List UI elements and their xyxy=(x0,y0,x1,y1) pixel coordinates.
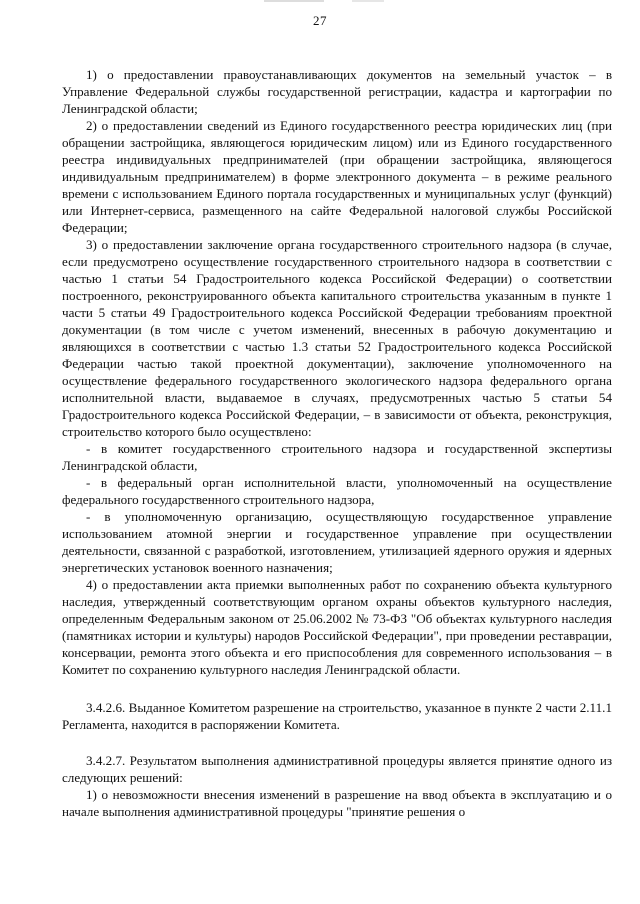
paragraph-item-2: 2) о предоставлении сведений из Единого государственного реестра юридических лиц (при обращении застройщика, являющегося юридическим лицом) или из Единого государственного реестра индивидуальных предпринимателей (при обращении застройщика, являющегося индивидуальным предпринимателем) в форме электронного документа – в режиме реального времени с использованием Единого портала государственных и муниципальных услуг (функций) или Интернет-сервиса, размещенного на сайте Федеральной налоговой службы Российской Федерации; xyxy=(62,118,612,235)
paragraph-3-4-2-6: 3.4.2.6. Выданное Комитетом разрешение на строительство, указанное в пункте 2 части 2.11.1 Регламента, находится в распоряжении Комитета. xyxy=(62,700,612,732)
paragraph-decision-1: 1) о невозможности внесения изменений в разрешение на ввод объекта в эксплуатацию и о начале выполнения административной процедуры "принятие решения о xyxy=(62,787,612,819)
paragraph-dash-2: - в федеральный орган исполнительной власти, уполномоченный на осуществление федерального государственного строительного надзора, xyxy=(62,475,612,507)
paragraph-3-4-2-7: 3.4.2.7. Результатом выполнения административной процедуры является принятие одного из следующих решений: xyxy=(62,753,612,785)
paragraph-item-4: 4) о предоставлении акта приемки выполненных работ по сохранению объекта культурного наследия, утвержденный соответствующим органом охраны объектов культурного наследия, определенным Федеральным законом от 25.06.2002 № 73-ФЗ "Об объектах культурного наследия (памятниках истории и культуры) народов Российской Федерации", при проведении реставрации, консервации, ремонта этого объекта и его приспособления для современного использования – в Комитет по сохранению культурного наследия Ленинградской области. xyxy=(62,577,612,677)
page-number: 27 xyxy=(313,13,327,28)
paragraph-item-1: 1) о предоставлении правоустанавливающих документов на земельный участок – в Управление Федеральной службы государственной регистрации, кадастра и картографии по Ленинградской области; xyxy=(62,67,612,116)
paragraph-item-3: 3) о предоставлении заключение органа государственного строительного надзора (в случае, если предусмотрено осуществление государственного строительного надзора в соответствии с частью 1 статьи 54 Градостроительного кодекса Российской Федерации) о соответствии построенного, реконструированного объекта капитального строительства указанным в пункте 1 части 5 статьи 49 Градостроительного кодекса Российской Федерации требованиям проектной документации (в том числе с учетом изменений, внесенных в рабочую документацию и являющихся в соответствии с частью 1.3 статьи 52 Градостроительного кодекса Российской Федерации частью такой проектной документации), заключение уполномоченного на осуществление федерального государственного экологического надзора федерального органа исполнительной власти, выдаваемое в случаях, предусмотренных частью 5 статьи 54 Градостроительного кодекса Российской Федерации, – в зависимости от объекта, реконструкция, строительство которого было осуществлено: xyxy=(62,237,612,439)
document-section-list-of-requests xyxy=(62,66,612,678)
scan-edge-mark xyxy=(264,0,384,3)
document-section-3-4-2-6 xyxy=(62,699,612,733)
paragraph-dash-1: - в комитет государственного строительного надзора и государственной экспертизы Ленинградской области, xyxy=(62,441,612,473)
document-section-3-4-2-7 xyxy=(62,752,612,820)
paragraph-dash-3: - в уполномоченную организацию, осуществляющую государственное управление использованием атомной энергии и государственное управление при осуществлении деятельности, связанной с разработкой, изготовлением, утилизацией ядерного оружия и ядерных энергетических установок военного назначения; xyxy=(62,509,612,575)
